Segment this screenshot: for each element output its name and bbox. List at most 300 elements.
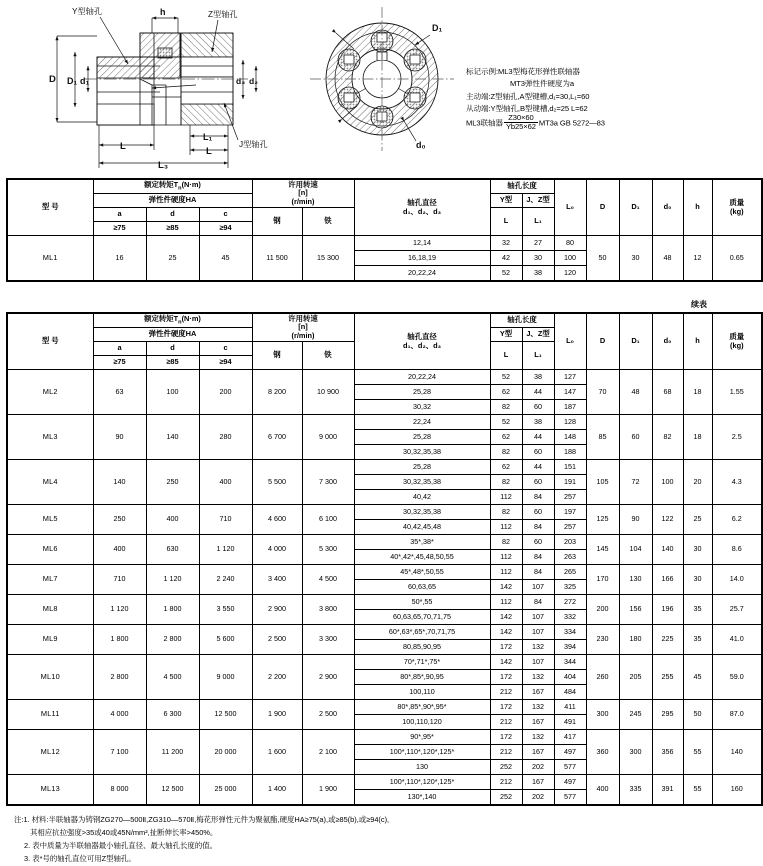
cell-model: ML13 bbox=[7, 775, 93, 806]
cell-model: ML11 bbox=[7, 700, 93, 730]
th2-grade-a-val: ≥75 bbox=[93, 356, 146, 370]
th2-L0: L₀ bbox=[554, 313, 586, 370]
cell-L0: 151 bbox=[554, 460, 586, 475]
cell-torque-a: 63 bbox=[93, 370, 146, 415]
cell-bore-length-L: 52 bbox=[490, 370, 522, 385]
marking-fraction bbox=[504, 114, 538, 131]
cell-L0: 417 bbox=[554, 730, 586, 745]
cell-torque-c: 2 240 bbox=[199, 565, 252, 595]
table-row bbox=[7, 505, 762, 520]
cell-torque-c: 45 bbox=[199, 236, 252, 282]
th-h: h bbox=[683, 179, 712, 236]
cell-D1: 30 bbox=[619, 236, 652, 282]
cell-torque-b: 400 bbox=[146, 505, 199, 535]
spec-table-1 bbox=[6, 178, 763, 282]
cell-mass: 160 bbox=[712, 775, 762, 806]
cell-bore-length-L1: 107 bbox=[522, 580, 554, 595]
table-row bbox=[7, 236, 762, 251]
cell-speed-iron: 3 300 bbox=[302, 625, 354, 655]
table-1-body bbox=[7, 236, 762, 282]
cell-D: 300 bbox=[586, 700, 619, 730]
label-z-bore: Z型轴孔 bbox=[208, 10, 238, 19]
cell-D: 260 bbox=[586, 655, 619, 700]
cell-L0: 191 bbox=[554, 475, 586, 490]
cell-speed-steel: 1 400 bbox=[252, 775, 302, 806]
cell-mass: 2.5 bbox=[712, 415, 762, 460]
cell-L0: 394 bbox=[554, 640, 586, 655]
cell-torque-b: 6 300 bbox=[146, 700, 199, 730]
cell-bore-length-L: 252 bbox=[490, 760, 522, 775]
th-torque-group: 额定转矩$T_n(N\cdot m)$ bbox=[93, 179, 252, 194]
cell-bore-diameter: 90*,95* bbox=[354, 730, 490, 745]
cell-speed-steel: 2 500 bbox=[252, 625, 302, 655]
cell-torque-c: 1 120 bbox=[199, 535, 252, 565]
cell-mass: 41.0 bbox=[712, 625, 762, 655]
cell-D1: 130 bbox=[619, 565, 652, 595]
cell-L0: 203 bbox=[554, 535, 586, 550]
th2-y-type: Y型 bbox=[490, 328, 522, 342]
cell-bore-diameter: 30,32,35,38 bbox=[354, 505, 490, 520]
th2-speed-group: 许用转速 [n] (r/min) bbox=[252, 313, 354, 342]
cell-L0: 334 bbox=[554, 625, 586, 640]
th-steel: 钢 bbox=[252, 208, 302, 236]
cell-bore-length-L1: 107 bbox=[522, 655, 554, 670]
note-3: 3. 表*号的轴孔直位可用Z型轴孔。 bbox=[24, 853, 136, 863]
cell-torque-a: 1 800 bbox=[93, 625, 146, 655]
cell-bore-length-L1: 30 bbox=[522, 251, 554, 266]
cell-D: 200 bbox=[586, 595, 619, 625]
cell-model: ML8 bbox=[7, 595, 93, 625]
cell-d0: 255 bbox=[652, 655, 683, 700]
marking-line-3: 主动端:Z型轴孔,A型键槽,d₁=30,L₁=60 bbox=[466, 91, 590, 101]
cell-bore-length-L: 172 bbox=[490, 730, 522, 745]
cell-bore-diameter: 130 bbox=[354, 760, 490, 775]
cell-mass: 87.0 bbox=[712, 700, 762, 730]
cell-D1: 104 bbox=[619, 535, 652, 565]
cell-L0: 497 bbox=[554, 745, 586, 760]
cell-L0: 325 bbox=[554, 580, 586, 595]
table-row bbox=[7, 595, 762, 610]
th-D: D bbox=[586, 179, 619, 236]
cell-d0: 295 bbox=[652, 700, 683, 730]
cell-d0: 356 bbox=[652, 730, 683, 775]
label-L: L bbox=[120, 141, 126, 152]
cell-model: ML10 bbox=[7, 655, 93, 700]
cell-model: ML3 bbox=[7, 415, 93, 460]
cell-speed-steel: 4 000 bbox=[252, 535, 302, 565]
th2-grade-b-val: ≥85 bbox=[146, 356, 199, 370]
cell-d0: 225 bbox=[652, 625, 683, 655]
table-row bbox=[7, 460, 762, 475]
label-d0-endview: d₀ bbox=[416, 140, 426, 150]
cell-speed-iron: 2 900 bbox=[302, 655, 354, 700]
cell-bore-length-L: 252 bbox=[490, 790, 522, 806]
th2-D: D bbox=[586, 313, 619, 370]
cell-bore-diameter: 100*,110*,120*,125* bbox=[354, 775, 490, 790]
cell-bore-diameter: 80,85,90,95 bbox=[354, 640, 490, 655]
cell-D1: 335 bbox=[619, 775, 652, 806]
cell-mass: 14.0 bbox=[712, 565, 762, 595]
cell-mass: 6.2 bbox=[712, 505, 762, 535]
continued-table-label: 续表 bbox=[691, 300, 707, 309]
th2-grade-b: d bbox=[146, 342, 199, 356]
cell-h: 30 bbox=[683, 565, 712, 595]
cell-L0: 120 bbox=[554, 266, 586, 282]
cell-bore-length-L1: 107 bbox=[522, 625, 554, 640]
cell-torque-c: 200 bbox=[199, 370, 252, 415]
cell-torque-c: 5 600 bbox=[199, 625, 252, 655]
cell-torque-a: 4 000 bbox=[93, 700, 146, 730]
cell-d0: 100 bbox=[652, 460, 683, 505]
cell-bore-length-L: 32 bbox=[490, 236, 522, 251]
cell-torque-c: 20 000 bbox=[199, 730, 252, 775]
cell-bore-diameter: 50*,55 bbox=[354, 595, 490, 610]
table-row bbox=[7, 415, 762, 430]
cell-mass: 1.55 bbox=[712, 370, 762, 415]
label-D1-endview: D₁ bbox=[432, 23, 443, 33]
th-mass: 质量 (kg) bbox=[712, 179, 762, 236]
cell-d0: 82 bbox=[652, 415, 683, 460]
note-1-line-2: 其相应抗拉强度>35或40或45N/mm²,扯断伸长率>450%。 bbox=[30, 827, 218, 837]
th-grade-a: a bbox=[93, 208, 146, 222]
th-L: L bbox=[490, 208, 522, 236]
cell-mass: 0.65 bbox=[712, 236, 762, 282]
label-h: h bbox=[160, 7, 166, 17]
cell-L0: 100 bbox=[554, 251, 586, 266]
cell-torque-a: 16 bbox=[93, 236, 146, 282]
cell-torque-b: 100 bbox=[146, 370, 199, 415]
cell-bore-length-L1: 84 bbox=[522, 520, 554, 535]
cell-speed-iron: 7 300 bbox=[302, 460, 354, 505]
cell-D1: 245 bbox=[619, 700, 652, 730]
cell-bore-length-L: 112 bbox=[490, 565, 522, 580]
cell-speed-iron: 5 300 bbox=[302, 535, 354, 565]
cell-L0: 188 bbox=[554, 445, 586, 460]
cell-speed-iron: 9 000 bbox=[302, 415, 354, 460]
marking-fraction-denominator: Yb25×62 bbox=[505, 122, 536, 132]
cell-model: ML9 bbox=[7, 625, 93, 655]
cell-torque-b: 1 120 bbox=[146, 565, 199, 595]
cell-bore-length-L: 82 bbox=[490, 445, 522, 460]
cell-torque-b: 2 800 bbox=[146, 625, 199, 655]
marking-line-5-prefix: ML3联轴器 bbox=[466, 118, 503, 128]
cell-bore-length-L: 62 bbox=[490, 460, 522, 475]
cell-speed-iron: 15 300 bbox=[302, 236, 354, 282]
cell-torque-b: 11 200 bbox=[146, 730, 199, 775]
cell-d0: 140 bbox=[652, 535, 683, 565]
cell-speed-iron: 6 100 bbox=[302, 505, 354, 535]
cell-bore-diameter: 100,110 bbox=[354, 685, 490, 700]
cell-bore-length-L1: 107 bbox=[522, 610, 554, 625]
th-speed-group: 许用转速 [n] (r/min) bbox=[252, 179, 354, 208]
cell-torque-c: 280 bbox=[199, 415, 252, 460]
cell-torque-c: 3 550 bbox=[199, 595, 252, 625]
cell-bore-length-L: 212 bbox=[490, 775, 522, 790]
cell-h: 45 bbox=[683, 655, 712, 700]
table-row bbox=[7, 370, 762, 385]
cell-d0: 122 bbox=[652, 505, 683, 535]
cell-bore-length-L1: 60 bbox=[522, 445, 554, 460]
cell-L0: 577 bbox=[554, 760, 586, 775]
label-L3: L₃ bbox=[158, 160, 169, 171]
cell-h: 12 bbox=[683, 236, 712, 282]
cell-torque-a: 7 100 bbox=[93, 730, 146, 775]
cell-D1: 156 bbox=[619, 595, 652, 625]
cell-D: 360 bbox=[586, 730, 619, 775]
th-bore-dia: 轴孔直径 d₁、d₂、d₃ bbox=[354, 179, 490, 236]
cell-bore-diameter: 35*,38* bbox=[354, 535, 490, 550]
cell-h: 35 bbox=[683, 595, 712, 625]
cell-bore-diameter: 130*,140 bbox=[354, 790, 490, 806]
cell-bore-length-L1: 44 bbox=[522, 460, 554, 475]
table-1-wrap bbox=[0, 178, 745, 282]
cell-bore-diameter: 80*,85*,90*,95* bbox=[354, 700, 490, 715]
cell-bore-diameter: 40,42 bbox=[354, 490, 490, 505]
table-row bbox=[7, 535, 762, 550]
cell-D1: 90 bbox=[619, 505, 652, 535]
th2-L: L bbox=[490, 342, 522, 370]
cell-D: 400 bbox=[586, 775, 619, 806]
table-row bbox=[7, 655, 762, 670]
cell-bore-length-L: 142 bbox=[490, 655, 522, 670]
cell-speed-steel: 1 600 bbox=[252, 730, 302, 775]
th2-bore-length: 轴孔长度 bbox=[490, 313, 554, 328]
cell-D1: 205 bbox=[619, 655, 652, 700]
cell-speed-steel: 5 500 bbox=[252, 460, 302, 505]
cell-L0: 404 bbox=[554, 670, 586, 685]
cell-D: 170 bbox=[586, 565, 619, 595]
th2-grade-a: a bbox=[93, 342, 146, 356]
cell-L0: 257 bbox=[554, 490, 586, 505]
th2-D1: D₁ bbox=[619, 313, 652, 370]
cell-bore-length-L1: 202 bbox=[522, 790, 554, 806]
cell-torque-a: 140 bbox=[93, 460, 146, 505]
note-2: 2. 表中质量为半联轴器最小轴孔直径、最大轴孔长度的值。 bbox=[24, 840, 217, 850]
label-y-bore: Y型轴孔 bbox=[72, 7, 103, 16]
cell-torque-b: 250 bbox=[146, 460, 199, 505]
cell-bore-diameter: 30,32 bbox=[354, 400, 490, 415]
cell-bore-length-L1: 44 bbox=[522, 385, 554, 400]
cell-L0: 128 bbox=[554, 415, 586, 430]
cell-D1: 300 bbox=[619, 730, 652, 775]
cell-mass: 4.3 bbox=[712, 460, 762, 505]
cell-bore-length-L1: 60 bbox=[522, 505, 554, 520]
cell-mass: 8.6 bbox=[712, 535, 762, 565]
cell-bore-length-L1: 84 bbox=[522, 550, 554, 565]
cell-L0: 411 bbox=[554, 700, 586, 715]
th2-jz-type: J、Z型 bbox=[522, 328, 554, 342]
th-D1: D₁ bbox=[619, 179, 652, 236]
th2-iron: 铁 bbox=[302, 342, 354, 370]
cell-torque-c: 9 000 bbox=[199, 655, 252, 700]
cell-bore-diameter: 100*,110*,120*,125* bbox=[354, 745, 490, 760]
cell-d0: 196 bbox=[652, 595, 683, 625]
th-grade-c-val: ≥94 bbox=[199, 222, 252, 236]
cell-bore-length-L1: 27 bbox=[522, 236, 554, 251]
cell-bore-length-L: 82 bbox=[490, 535, 522, 550]
cell-L0: 187 bbox=[554, 400, 586, 415]
cell-torque-a: 1 120 bbox=[93, 595, 146, 625]
cell-bore-length-L: 82 bbox=[490, 400, 522, 415]
cell-torque-a: 400 bbox=[93, 535, 146, 565]
cell-speed-iron: 2 100 bbox=[302, 730, 354, 775]
cell-bore-diameter: 12,14 bbox=[354, 236, 490, 251]
th2-steel: 钢 bbox=[252, 342, 302, 370]
cell-bore-length-L1: 44 bbox=[522, 430, 554, 445]
cell-h: 55 bbox=[683, 730, 712, 775]
cell-bore-diameter: 25,28 bbox=[354, 430, 490, 445]
spec-table-2 bbox=[6, 312, 763, 806]
th-grade-c: c bbox=[199, 208, 252, 222]
cell-bore-length-L1: 38 bbox=[522, 370, 554, 385]
cell-L0: 127 bbox=[554, 370, 586, 385]
cell-D1: 60 bbox=[619, 415, 652, 460]
cell-bore-diameter: 16,18,19 bbox=[354, 251, 490, 266]
cell-h: 20 bbox=[683, 460, 712, 505]
cell-bore-diameter: 45*,48*,50,55 bbox=[354, 565, 490, 580]
cell-speed-steel: 6 700 bbox=[252, 415, 302, 460]
cell-torque-a: 2 800 bbox=[93, 655, 146, 700]
cell-bore-length-L: 62 bbox=[490, 385, 522, 400]
cell-D: 145 bbox=[586, 535, 619, 565]
cell-D1: 72 bbox=[619, 460, 652, 505]
cell-bore-length-L1: 132 bbox=[522, 640, 554, 655]
cell-torque-b: 1 800 bbox=[146, 595, 199, 625]
label-D: D bbox=[49, 74, 56, 85]
cell-L0: 257 bbox=[554, 520, 586, 535]
marking-line-2: MT3弹性件硬度为a bbox=[510, 79, 574, 89]
cell-bore-diameter: 60,63,65,70,71,75 bbox=[354, 610, 490, 625]
cell-bore-length-L: 82 bbox=[490, 475, 522, 490]
cell-speed-steel: 4 600 bbox=[252, 505, 302, 535]
cell-bore-length-L1: 132 bbox=[522, 730, 554, 745]
marking-line-5-suffix: MT3a GB 5272—83 bbox=[538, 118, 605, 128]
cell-bore-diameter: 20,22,24 bbox=[354, 266, 490, 282]
cell-mass: 140 bbox=[712, 730, 762, 775]
figure-area bbox=[0, 0, 717, 178]
th-y-type: Y型 bbox=[490, 194, 522, 208]
cell-d0: 68 bbox=[652, 370, 683, 415]
th-bore-length: 轴孔长度 bbox=[490, 179, 554, 194]
cell-model: ML6 bbox=[7, 535, 93, 565]
cell-d0: 166 bbox=[652, 565, 683, 595]
th2-hardness: 弹性件硬度HA bbox=[93, 328, 252, 342]
th2-grade-c: c bbox=[199, 342, 252, 356]
note-1-line-1: 注:1. 材料:半联轴器为铸钢ZG270—500Ⅱ,ZG310—570Ⅱ,梅花形弹性元件为聚氨酯,硬度HA≥75(a),或≥85(b),或≥94(c), bbox=[14, 815, 390, 824]
cell-bore-length-L: 112 bbox=[490, 550, 522, 565]
cell-speed-iron: 1 900 bbox=[302, 775, 354, 806]
label-L-right: L bbox=[206, 146, 212, 157]
cell-bore-diameter: 40,42,45,48 bbox=[354, 520, 490, 535]
cell-torque-b: 25 bbox=[146, 236, 199, 282]
cell-bore-length-L: 172 bbox=[490, 670, 522, 685]
cell-h: 25 bbox=[683, 505, 712, 535]
cell-torque-a: 90 bbox=[93, 415, 146, 460]
marking-fraction-numerator: Z30×60 bbox=[504, 114, 538, 123]
cell-bore-diameter: 25,28 bbox=[354, 460, 490, 475]
cell-bore-length-L1: 38 bbox=[522, 266, 554, 282]
cell-L0: 577 bbox=[554, 790, 586, 806]
cell-bore-length-L: 172 bbox=[490, 640, 522, 655]
cell-h: 30 bbox=[683, 535, 712, 565]
th2-mass: 质量 (kg) bbox=[712, 313, 762, 370]
cell-bore-length-L: 112 bbox=[490, 595, 522, 610]
cell-h: 35 bbox=[683, 625, 712, 655]
cell-torque-b: 12 500 bbox=[146, 775, 199, 806]
cell-bore-length-L1: 60 bbox=[522, 475, 554, 490]
cell-bore-length-L: 142 bbox=[490, 580, 522, 595]
cell-bore-diameter: 30,32,35,38 bbox=[354, 445, 490, 460]
table-row bbox=[7, 565, 762, 580]
cell-bore-diameter: 80*,85*,90,95 bbox=[354, 670, 490, 685]
cell-bore-length-L: 52 bbox=[490, 415, 522, 430]
cell-bore-length-L: 212 bbox=[490, 685, 522, 700]
cell-speed-steel: 1 900 bbox=[252, 700, 302, 730]
cell-torque-b: 630 bbox=[146, 535, 199, 565]
cell-bore-length-L: 52 bbox=[490, 266, 522, 282]
th-L0: L₀ bbox=[554, 179, 586, 236]
cell-bore-length-L: 212 bbox=[490, 745, 522, 760]
cell-model: ML1 bbox=[7, 236, 93, 282]
th2-torque-group: 额定转矩$T_n(N\cdot m)$ bbox=[93, 313, 252, 328]
cell-speed-steel: 2 200 bbox=[252, 655, 302, 700]
marking-line-1: 标记示例:ML3型梅花形弹性联轴器 bbox=[466, 67, 580, 76]
th-jz-type: J、Z型 bbox=[522, 194, 554, 208]
table-row bbox=[7, 700, 762, 715]
cell-L0: 272 bbox=[554, 595, 586, 610]
cell-bore-length-L1: 60 bbox=[522, 535, 554, 550]
cell-h: 50 bbox=[683, 700, 712, 730]
th2-L1: L₁ bbox=[522, 342, 554, 370]
cell-D: 85 bbox=[586, 415, 619, 460]
th-grade-a-val: ≥75 bbox=[93, 222, 146, 236]
cell-L0: 491 bbox=[554, 715, 586, 730]
cell-D: 70 bbox=[586, 370, 619, 415]
cell-L0: 263 bbox=[554, 550, 586, 565]
cell-torque-a: 8 000 bbox=[93, 775, 146, 806]
th-grade-b-val: ≥85 bbox=[146, 222, 199, 236]
cell-h: 18 bbox=[683, 370, 712, 415]
cell-bore-length-L1: 38 bbox=[522, 415, 554, 430]
th2-bore-dia: 轴孔直径 d₁、d₂、d₃ bbox=[354, 313, 490, 370]
cell-torque-c: 710 bbox=[199, 505, 252, 535]
table-2-wrap bbox=[0, 312, 745, 806]
cell-speed-iron: 10 900 bbox=[302, 370, 354, 415]
cell-torque-c: 400 bbox=[199, 460, 252, 505]
th2-grade-c-val: ≥94 bbox=[199, 356, 252, 370]
th2-h: h bbox=[683, 313, 712, 370]
cell-model: ML5 bbox=[7, 505, 93, 535]
cell-bore-diameter: 20,22,24 bbox=[354, 370, 490, 385]
cell-bore-length-L: 112 bbox=[490, 490, 522, 505]
cell-speed-steel: 3 400 bbox=[252, 565, 302, 595]
cell-bore-length-L1: 84 bbox=[522, 565, 554, 580]
cell-L0: 497 bbox=[554, 775, 586, 790]
th-L1: L₁ bbox=[522, 208, 554, 236]
cell-bore-length-L: 142 bbox=[490, 610, 522, 625]
th-hardness: 弹性件硬度HA bbox=[93, 194, 252, 208]
cell-bore-length-L1: 167 bbox=[522, 775, 554, 790]
cell-bore-length-L: 42 bbox=[490, 251, 522, 266]
cell-model: ML2 bbox=[7, 370, 93, 415]
cell-speed-steel: 11 500 bbox=[252, 236, 302, 282]
label-L1: L₁ bbox=[203, 132, 213, 142]
th2-d0: d₀ bbox=[652, 313, 683, 370]
cell-speed-iron: 2 500 bbox=[302, 700, 354, 730]
th-grade-b: d bbox=[146, 208, 199, 222]
th-iron: 铁 bbox=[302, 208, 354, 236]
cell-L0: 332 bbox=[554, 610, 586, 625]
